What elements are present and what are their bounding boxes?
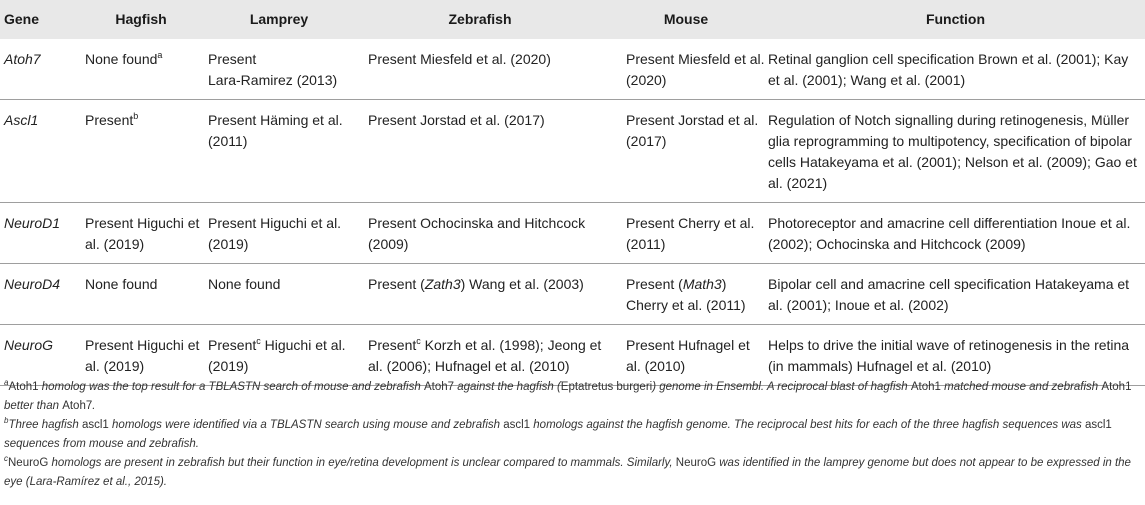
cell-text: Present (	[626, 276, 683, 292]
footnote-c	[4, 454, 1140, 492]
cell-zebrafish	[354, 325, 606, 386]
table-row	[0, 325, 1145, 386]
cell-text-italic: Math3	[682, 276, 722, 292]
cell-hagfish	[78, 39, 204, 100]
cell-text: ) Cherry et al. (2011)	[626, 276, 746, 313]
header-zebrafish: Zebrafish	[448, 11, 512, 27]
cell-hagfish: Present Higuchi et al. (2019)	[78, 325, 204, 386]
footnote-mark: c	[4, 454, 8, 463]
cell-lamprey: None found	[204, 264, 354, 325]
footnote-text: homologs were identified via a TBLASTN search using mouse and zebrafish	[108, 419, 504, 431]
footnote-text: homolog was the top result for a TBLASTN search of mouse and zebrafish	[38, 381, 424, 393]
cell-text: Present (	[368, 276, 425, 292]
cell-zebrafish	[354, 264, 606, 325]
cell-function: Bipolar cell and amacrine cell specification Hatakeyama et al. (2001); Inoue et al. (2002)	[766, 264, 1145, 325]
footnote-text: matched mouse and zebrafish	[940, 381, 1102, 393]
table-header-row	[0, 0, 1145, 39]
cell-text: Present	[85, 112, 134, 128]
footnote-mark: a	[157, 50, 163, 60]
cell-gene: NeuroD1	[0, 203, 78, 264]
footnote-text: Three hagfish	[8, 419, 82, 431]
footnote-text: Atoh7	[62, 400, 93, 412]
footnote-text: against the hagfish (	[454, 381, 561, 393]
header-lamprey: Lamprey	[249, 11, 309, 27]
cell-lamprey: Present Häming et al. (2011)	[204, 100, 354, 203]
footnote-text: Atoh1	[910, 381, 941, 393]
cell-function: Retinal ganglion cell specification Brown et al. (2001); Kay et al. (2001); Wang et al. (2001)	[766, 39, 1145, 100]
header-hagfish: Hagfish	[115, 11, 167, 27]
footnote-text: sequences from mouse and zebrafish.	[4, 438, 199, 450]
cell-text: Higuchi et al. (2019)	[208, 337, 346, 374]
footnote-text: homologs are present in zebrafish but their function in eye/retina development is unclear compared to mammals. Similarly,	[48, 457, 676, 469]
footnote-text: was identified in the lamprey genome but does not appear to be expressed in the eye (Lara-Ramírez et al., 2015).	[4, 457, 1131, 488]
cell-text-italic: Zath3	[424, 276, 461, 292]
cell-text: Lara-Ramirez (2013)	[208, 72, 338, 88]
footnote-text: better than	[4, 400, 63, 412]
footnote-text: .	[92, 400, 96, 412]
cell-mouse: Present Hufnagel et al. (2010)	[606, 325, 766, 386]
table-row	[0, 100, 1145, 203]
footnote-text: homologs against the hagfish genome. The reciprocal best hits for each of the three hagfish sequences was	[530, 419, 1085, 431]
cell-gene: Ascl1	[0, 100, 78, 203]
cell-lamprey: Present Higuchi et al. (2019)	[204, 203, 354, 264]
cell-function: Helps to drive the initial wave of retinogenesis in the retina (in mammals) Hufnagel et al. (2010)	[766, 325, 1145, 386]
footnote-mark: c	[256, 336, 261, 346]
footnote-b	[4, 416, 1140, 454]
cell-hagfish	[78, 100, 204, 203]
cell-mouse	[606, 264, 766, 325]
footnote-text: NeuroG	[675, 457, 717, 469]
footnote-text: Eptatretus burgeri	[560, 381, 653, 393]
footnote-mark: a	[4, 378, 9, 387]
footnote-text: ) genome in Ensembl. A reciprocal blast of hagfish	[652, 381, 911, 393]
cell-gene: Atoh7	[0, 39, 78, 100]
cell-lamprey	[204, 39, 354, 100]
cell-text: Korzh et al. (1998); Jeong et al. (2006); Hufnagel et al. (2010)	[368, 337, 602, 374]
cell-lamprey	[204, 325, 354, 386]
footnote-text: ascl1	[81, 419, 109, 431]
table-row	[0, 39, 1145, 100]
footnote-text: Atoh7	[423, 381, 455, 393]
footnote-mark: b	[133, 111, 139, 121]
cell-text: Present	[208, 337, 257, 353]
footnote-text: ascl1	[503, 419, 531, 431]
cell-mouse: Present Miesfeld et al. (2020)	[606, 39, 766, 100]
cell-gene: NeuroD4	[0, 264, 78, 325]
table-row	[0, 203, 1145, 264]
cell-hagfish: Present Higuchi et al. (2019)	[78, 203, 204, 264]
cell-gene: NeuroG	[0, 325, 78, 386]
cell-text: ) Wang et al. (2003)	[460, 276, 584, 292]
footnote-mark: b	[4, 416, 9, 425]
cell-zebrafish: Present Ochocinska and Hitchcock (2009)	[354, 203, 606, 264]
header-function: Function	[925, 11, 986, 27]
cell-zebrafish: Present Miesfeld et al. (2020)	[354, 39, 606, 100]
cell-text: None found	[85, 51, 158, 67]
footnote-a	[4, 378, 1140, 416]
footnote-text: ascl1	[1084, 419, 1112, 431]
cell-mouse: Present Jorstad et al. (2017)	[606, 100, 766, 203]
footnote-text: Atoh1	[1101, 381, 1132, 393]
header-gene: Gene	[4, 11, 40, 27]
cell-hagfish: None found	[78, 264, 204, 325]
table-row	[0, 264, 1145, 325]
cell-function: Photoreceptor and amacrine cell differentiation Inoue et al. (2002); Ochocinska and Hitchcock (2009)	[766, 203, 1145, 264]
footnote-mark: c	[416, 336, 421, 346]
table-footnotes	[4, 378, 1140, 492]
header-mouse: Mouse	[663, 11, 709, 27]
cell-zebrafish: Present Jorstad et al. (2017)	[354, 100, 606, 203]
cell-function: Regulation of Notch signalling during retinogenesis, Müller glia reprogramming to multipotency, specification of bipolar cells Hatakeyama et al. (2001); Nelson et al. (2009); Gao et al. (2021)	[766, 100, 1145, 203]
cell-text: Present	[368, 337, 417, 353]
footnote-text: NeuroG	[8, 457, 49, 469]
cell-mouse: Present Cherry et al. (2011)	[606, 203, 766, 264]
footnote-text: Atoh1	[8, 381, 39, 393]
cell-text: Present	[208, 51, 257, 67]
